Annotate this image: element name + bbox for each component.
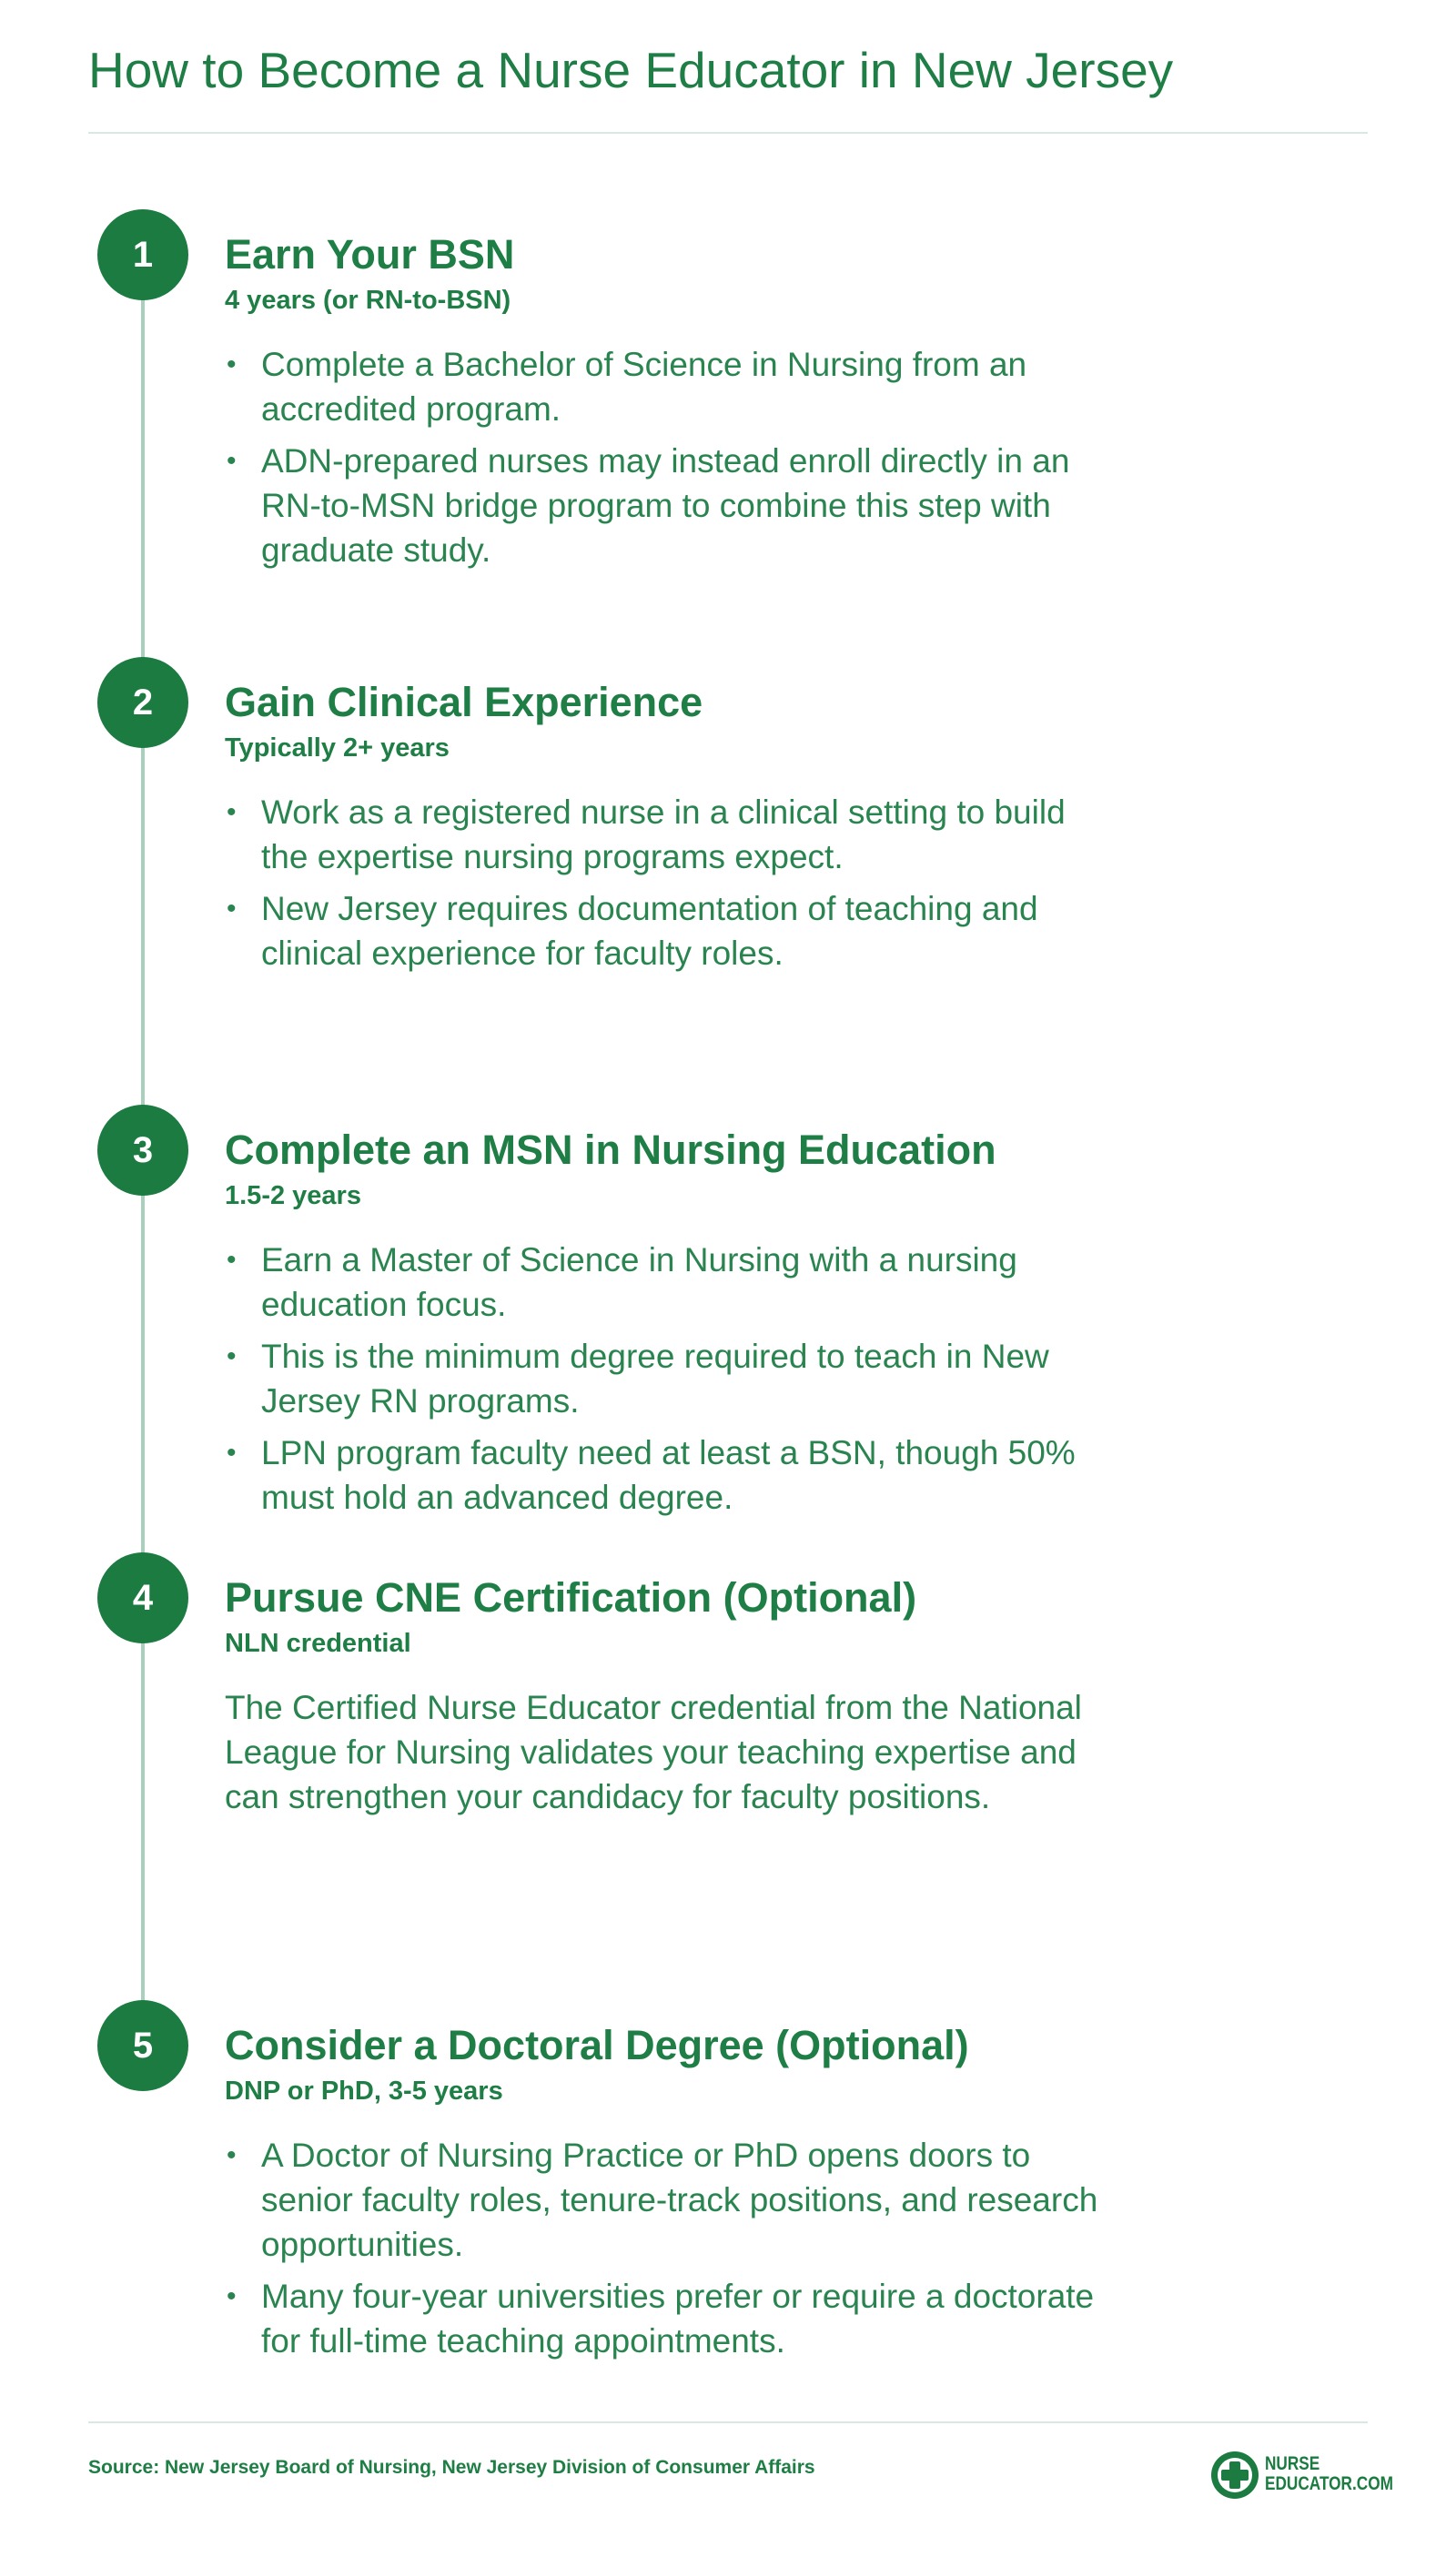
step-description: The Certified Nurse Educator credential from the National League for Nursing validates your teaching expertise and can strengthen your candidacy for faculty positions. (225, 1689, 1082, 1815)
step-number-badge: 2 (97, 657, 188, 748)
nurse-educator-logo (1210, 2448, 1393, 2502)
step-number-badge: 3 (97, 1105, 188, 1196)
step-title: Consider a Doctoral Degree (Optional) (225, 2022, 969, 2068)
step-bullet-list (225, 342, 1098, 572)
step-duration: 4 years (or RN-to-BSN) (225, 286, 511, 315)
step-duration: 1.5-2 years (225, 1181, 361, 1210)
step-number-badge: 4 (97, 1552, 188, 1643)
step-bullet: • A Doctor of Nursing Practice or PhD opens doors to senior faculty roles, tenure-track positions, and research opportunities. (225, 2133, 1098, 2267)
step-number-badge: 1 (97, 209, 188, 300)
source-note: Source: New Jersey Board of Nursing, New Jersey Division of Consumer Affairs (88, 2457, 815, 2478)
header-divider (88, 132, 1368, 134)
step-title: Gain Clinical Experience (225, 679, 703, 725)
step-bullet: • Work as a registered nurse in a clinical setting to build the expertise nursing programs expect. (225, 790, 1098, 879)
step-title: Complete an MSN in Nursing Education (225, 1127, 996, 1173)
step-number-badge: 5 (97, 2000, 188, 2091)
step-bullet: • Earn a Master of Science in Nursing with a nursing education focus. (225, 1238, 1098, 1327)
page-title: How to Become a Nurse Educator in New Jersey (88, 42, 1174, 98)
step-title: Earn Your BSN (225, 231, 515, 278)
footer-divider (88, 2421, 1368, 2423)
step-title: Pursue CNE Certification (Optional) (225, 1574, 917, 1621)
step-duration: NLN credential (225, 1629, 411, 1658)
step-bullet: • LPN program faculty need at least a BSN, though 50% must hold an advanced degree. (225, 1430, 1098, 1520)
logo-line-2: EDUCATOR.COM (1265, 2473, 1393, 2494)
step-bullet: • ADN-prepared nurses may instead enroll directly in an RN-to-MSN bridge program to combine this step with graduate study. (225, 439, 1098, 572)
step-bullet: • New Jersey requires documentation of teaching and clinical experience for faculty roles. (225, 886, 1098, 975)
medical-cross-icon (1210, 2451, 1259, 2500)
step-bullet: • Complete a Bachelor of Science in Nursing from an accredited program. (225, 342, 1098, 431)
step-bullet-list (225, 2133, 1098, 2363)
step-duration: Typically 2+ years (225, 733, 450, 763)
step-bullet: • This is the minimum degree required to teach in New Jersey RN programs. (225, 1334, 1098, 1423)
step-bullet-list (225, 790, 1098, 975)
logo-wordmark (1265, 2454, 1393, 2494)
step-bullet: • Many four-year universities prefer or require a doctorate for full-time teaching appointments. (225, 2274, 1098, 2363)
step-duration: DNP or PhD, 3-5 years (225, 2077, 503, 2106)
step-bullet-list (225, 1238, 1098, 1520)
logo-line-1: NURSE (1265, 2453, 1320, 2474)
